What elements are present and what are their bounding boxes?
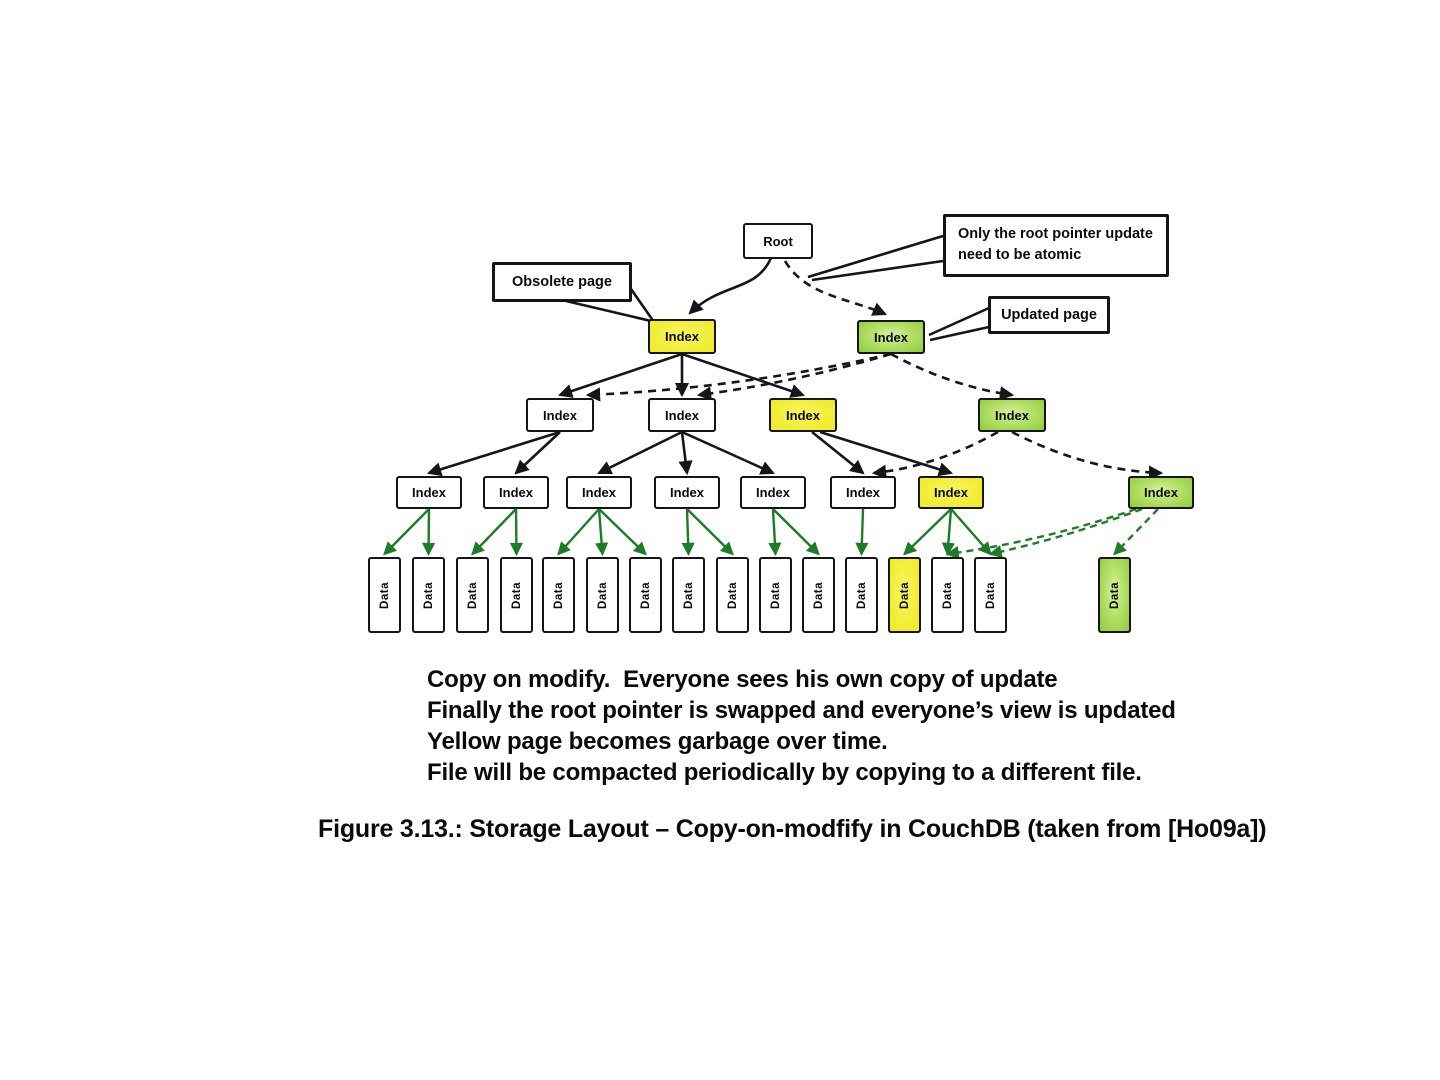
- description-line-4: File will be compacted periodically by copying to a different file.: [427, 759, 1142, 786]
- edge-L4a-D2-solid: [429, 509, 430, 554]
- node-label: Index: [543, 407, 577, 423]
- node-label: Data: [378, 581, 391, 609]
- node-d6-data: [586, 557, 619, 633]
- note-obsolete-label: Obsolete page: [512, 274, 612, 290]
- node-label: Index: [786, 407, 820, 423]
- node-label: Data: [898, 581, 911, 609]
- callout-line-updated-bottom: [930, 327, 989, 340]
- node-l3b-index: [648, 398, 716, 432]
- edge-L2y-L3c-solid: [682, 354, 803, 395]
- edge-L3b-L4e-solid: [682, 432, 773, 473]
- edge-L4h-D14-dashed: [948, 509, 1137, 554]
- node-label: Index: [846, 485, 880, 500]
- edge-L4g-D13-solid: [905, 509, 952, 554]
- edge-L3c-L4g-solid: [820, 432, 951, 473]
- node-label: Data: [726, 581, 739, 609]
- note-updated-page: [988, 296, 1110, 334]
- node-label: Data: [466, 581, 479, 609]
- edge-L4c-D7-solid: [599, 509, 646, 554]
- edge-L4e-D11-solid: [773, 509, 819, 554]
- node-label: Index: [874, 329, 908, 345]
- node-l4f-index: [830, 476, 896, 509]
- node-l2g-index: [857, 320, 925, 354]
- node-label: Data: [682, 581, 695, 609]
- node-l3c-index: [769, 398, 837, 432]
- edge-L4f-D12-solid: [862, 509, 864, 554]
- node-label: Index: [756, 485, 790, 500]
- node-l4d-index: [654, 476, 720, 509]
- edge-L4b-D3-solid: [473, 509, 517, 554]
- node-l4a-index: [396, 476, 462, 509]
- node-l4b-index: [483, 476, 549, 509]
- edge-L4h-D16-dashed: [1115, 509, 1159, 554]
- note-obsolete-page: [492, 262, 632, 302]
- edge-L3d-L4h-dashed: [1012, 432, 1161, 473]
- node-d4-data: [500, 557, 533, 633]
- edge-L4c-D6-solid: [599, 509, 603, 554]
- edge-L4d-D9-solid: [687, 509, 733, 554]
- edge-L3a-L4a-solid: [429, 432, 560, 473]
- node-label: Data: [1108, 581, 1121, 609]
- edge-L2g-L3d-dashed: [891, 354, 1012, 395]
- figure-description: [427, 664, 1176, 788]
- edge-L4e-D10-solid: [773, 509, 776, 554]
- node-label: Index: [412, 485, 446, 500]
- node-label: Index: [934, 485, 968, 500]
- callout-line-updated-top: [929, 308, 989, 335]
- node-label: Data: [941, 581, 954, 609]
- node-label: Data: [552, 581, 565, 609]
- edge-L4a-D1-solid: [385, 509, 430, 554]
- node-label: Index: [995, 407, 1029, 423]
- node-label: Data: [510, 581, 523, 609]
- node-l4c-index: [566, 476, 632, 509]
- edge-root-L2y-solid: [690, 258, 771, 313]
- node-label: Index: [582, 485, 616, 500]
- node-label: Data: [812, 581, 825, 609]
- node-d14-data: [931, 557, 964, 633]
- node-d3-data: [456, 557, 489, 633]
- node-label: Data: [639, 581, 652, 609]
- note-atomic: [943, 214, 1169, 277]
- node-l2y-index: [648, 319, 716, 354]
- node-root-root: [743, 223, 813, 259]
- node-d15-data: [974, 557, 1007, 633]
- node-d5-data: [542, 557, 575, 633]
- description-line-1: Copy on modify. Everyone sees his own copy of update: [427, 666, 1058, 693]
- note-atomic-line1: Only the root pointer update: [958, 226, 1153, 242]
- node-d7-data: [629, 557, 662, 633]
- node-d1-data: [368, 557, 401, 633]
- node-l3d-index: [978, 398, 1046, 432]
- node-label: Index: [665, 329, 699, 344]
- description-line-2: Finally the root pointer is swapped and everyone’s view is updated: [427, 697, 1176, 724]
- node-label: Data: [422, 581, 435, 609]
- node-label: Data: [855, 581, 868, 609]
- node-l4g-index: [918, 476, 984, 509]
- edge-L4b-D4-solid: [516, 509, 517, 554]
- figure-caption: Figure 3.13.: Storage Layout – Copy-on-modfify in CouchDB (taken from [Ho09a]): [318, 815, 1267, 843]
- edge-L3b-L4d-solid: [682, 432, 687, 473]
- node-d2-data: [412, 557, 445, 633]
- node-l4h-index: [1128, 476, 1194, 509]
- node-label: Index: [665, 407, 699, 423]
- note-atomic-line2: need to be atomic: [958, 247, 1082, 263]
- node-d8-data: [672, 557, 705, 633]
- edge-L3b-L4c-solid: [599, 432, 682, 473]
- node-label: Data: [984, 581, 997, 609]
- node-label: Root: [763, 233, 793, 249]
- node-d13-data: [888, 557, 921, 633]
- description-line-3: Yellow page becomes garbage over time.: [427, 728, 888, 755]
- node-label: Index: [499, 485, 533, 500]
- node-d10-data: [759, 557, 792, 633]
- node-d9-data: [716, 557, 749, 633]
- node-d11-data: [802, 557, 835, 633]
- node-label: Data: [769, 581, 782, 609]
- node-label: Data: [596, 581, 609, 609]
- edge-L4c-D5-solid: [559, 509, 600, 554]
- edge-L4g-D14-solid: [948, 509, 952, 554]
- edge-L3d-L4f-dashed: [874, 432, 998, 473]
- callout-line-obsolete-left: [566, 301, 651, 321]
- node-l4e-index: [740, 476, 806, 509]
- edge-L4d-D8-solid: [687, 509, 689, 554]
- note-updated-label: Updated page: [1001, 307, 1097, 323]
- node-d12-data: [845, 557, 878, 633]
- node-label: Index: [670, 485, 704, 500]
- node-label: Index: [1144, 485, 1178, 500]
- node-l3a-index: [526, 398, 594, 432]
- node-d16-data: [1098, 557, 1131, 633]
